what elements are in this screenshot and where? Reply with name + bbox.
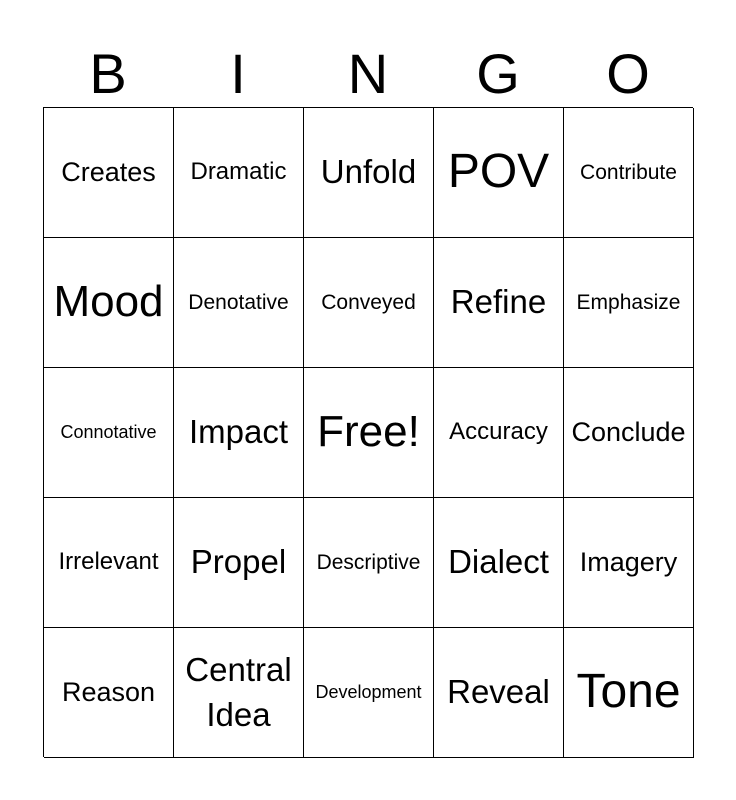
- bingo-cell[interactable]: [304, 628, 434, 758]
- cell-label: Reveal: [447, 673, 550, 711]
- bingo-cell[interactable]: [434, 628, 564, 758]
- cell-label: Unfold: [320, 153, 417, 191]
- free-space-label: Free!: [317, 407, 420, 457]
- bingo-cell[interactable]: [174, 498, 304, 628]
- cell-label: Tone: [576, 665, 681, 719]
- cell-label: Conveyed: [321, 290, 416, 314]
- cell-label: Denotative: [188, 290, 289, 314]
- bingo-cell[interactable]: [304, 368, 434, 498]
- bingo-cell[interactable]: [174, 108, 304, 238]
- bingo-header: [43, 40, 693, 108]
- cell-label: Irrelevant: [58, 548, 159, 576]
- bingo-cell[interactable]: [304, 498, 434, 628]
- header-letter-i: I: [230, 42, 246, 105]
- header-letter-g: G: [476, 42, 520, 105]
- bingo-cell[interactable]: [434, 498, 564, 628]
- bingo-cell[interactable]: [434, 108, 564, 238]
- cell-label: Descriptive: [316, 550, 421, 574]
- header-letter-n: N: [347, 42, 389, 105]
- cell-label: Contribute: [580, 160, 677, 184]
- bingo-cell[interactable]: [304, 238, 434, 368]
- bingo-cell[interactable]: [434, 238, 564, 368]
- bingo-board: [43, 107, 693, 757]
- bingo-cell[interactable]: [174, 628, 304, 758]
- header-letter-o: O: [606, 42, 650, 105]
- cell-label: Development: [315, 681, 422, 702]
- cell-label: Refine: [450, 283, 547, 321]
- cell-label: Accuracy: [449, 418, 548, 446]
- bingo-cell[interactable]: [44, 108, 174, 238]
- cell-label: Conclude: [571, 416, 686, 447]
- bingo-cell[interactable]: [564, 238, 694, 368]
- bingo-cell[interactable]: [44, 498, 174, 628]
- cell-label: Propel: [190, 543, 287, 581]
- bingo-cell[interactable]: [304, 108, 434, 238]
- bingo-cell[interactable]: [174, 368, 304, 498]
- cell-label: Mood: [53, 277, 164, 327]
- bingo-cell[interactable]: [44, 628, 174, 758]
- cell-label: Impact: [188, 413, 289, 451]
- cell-label: Emphasize: [576, 290, 681, 314]
- bingo-cell[interactable]: [174, 238, 304, 368]
- cell-label: Imagery: [579, 546, 678, 577]
- bingo-cell[interactable]: [564, 368, 694, 498]
- bingo-cell[interactable]: [44, 368, 174, 498]
- bingo-cell[interactable]: [564, 108, 694, 238]
- header-letter-b: B: [89, 42, 127, 105]
- cell-label: Connotative: [60, 421, 157, 442]
- bingo-cell[interactable]: [564, 498, 694, 628]
- cell-label: Central Idea: [185, 650, 292, 733]
- cell-label: Reason: [61, 676, 156, 707]
- bingo-cell[interactable]: [44, 238, 174, 368]
- cell-label: Creates: [61, 156, 156, 187]
- bingo-cell[interactable]: [564, 628, 694, 758]
- cell-label: POV: [447, 145, 550, 199]
- bingo-cell[interactable]: [434, 368, 564, 498]
- cell-label: Dramatic: [190, 158, 287, 186]
- cell-label: Dialect: [448, 543, 549, 581]
